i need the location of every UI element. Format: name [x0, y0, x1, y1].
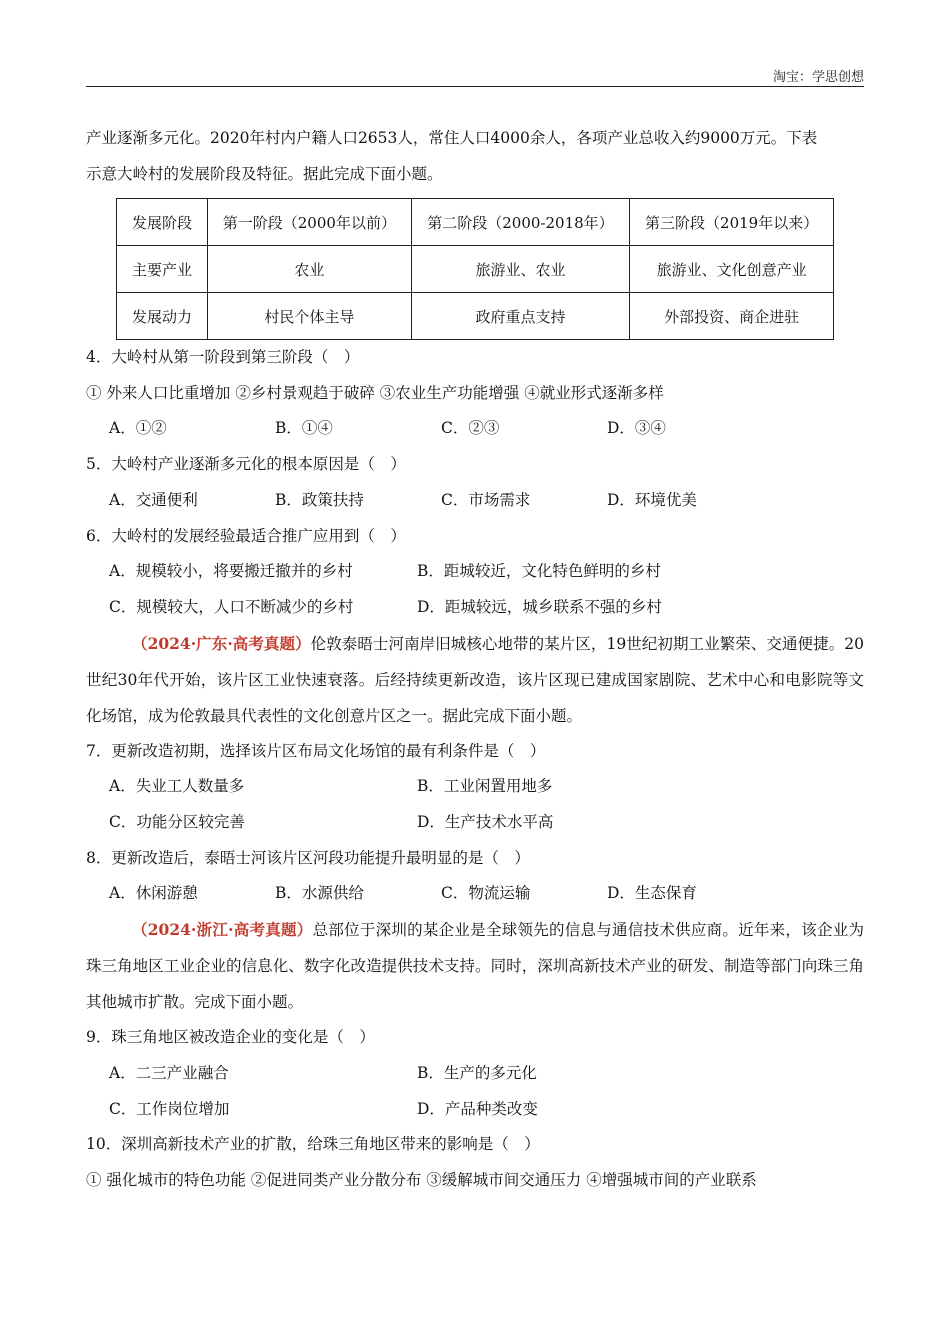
option-c[interactable]: C．工作岗位增加 — [109, 1099, 230, 1118]
question-8-stem: 8．更新改造后，泰晤士河该片区河段功能提升最明显的是（ ） — [86, 848, 530, 867]
passage-shenzhen — [86, 912, 864, 1020]
option-a[interactable]: A．二三产业融合 — [109, 1063, 229, 1082]
option-a[interactable]: A．失业工人数量多 — [109, 777, 245, 796]
option-a[interactable]: A．交通便利 — [109, 490, 198, 509]
question-7-stem: 7．更新改造初期，选择该片区布局文化场馆的最有利条件是（ ） — [86, 741, 546, 760]
question-10-statements: ① 强化城市的特色功能 ②促进同类产业分散分布 ③缓解城市间交通压力 ④增强城市间的产业联系 — [86, 1170, 757, 1189]
question-6-options-row-1 — [86, 554, 864, 590]
option-c[interactable]: C．物流运输 — [441, 884, 531, 903]
question-8-options — [86, 876, 864, 912]
passage-text: 总部位于深圳的某企业是全球领先的信息与通信技术供应商。近年来，该企业为珠三角地区工业企业的信息化、数字化改造提供技术支持。同时，深圳高新技术产业的研发、制造等部门向珠三角其他城市扩散。完成下面小题。 — [86, 921, 864, 1012]
option-c[interactable]: C．功能分区较完善 — [109, 813, 245, 832]
question-6-options-row-2 — [86, 590, 864, 626]
option-b[interactable]: B．生产的多元化 — [417, 1063, 537, 1082]
option-d[interactable]: D．③④ — [607, 419, 666, 438]
document-body — [86, 120, 864, 1199]
option-d[interactable]: D．产品种类改变 — [417, 1099, 538, 1118]
option-a[interactable]: A．规模较小，将要搬迁撤并的乡村 — [109, 562, 353, 581]
development-stage-table — [116, 198, 834, 340]
option-d[interactable]: D．环境优美 — [607, 490, 697, 509]
option-a[interactable]: A．①② — [109, 419, 167, 438]
table-cell: 第三阶段（2019年以来） — [630, 199, 834, 246]
option-b[interactable]: B．距城较近，文化特色鲜明的乡村 — [417, 562, 661, 581]
question-7-options-row-2 — [86, 805, 864, 841]
intro-line-2: 示意大岭村的发展阶段及特征。据此完成下面小题。 — [86, 165, 443, 183]
option-c[interactable]: C．市场需求 — [441, 490, 531, 509]
option-d[interactable]: D．距城较远，城乡联系不强的乡村 — [417, 597, 662, 616]
question-6-stem: 6．大岭村的发展经验最适合推广应用到（ ） — [86, 526, 406, 545]
table-cell: 政府重点支持 — [411, 293, 630, 340]
option-a[interactable]: A．休闲游憩 — [109, 884, 198, 903]
table-cell: 发展动力 — [117, 293, 208, 340]
question-5-options — [86, 483, 864, 519]
table-cell: 主要产业 — [117, 246, 208, 293]
option-b[interactable]: B．①④ — [275, 419, 333, 438]
option-b[interactable]: B．水源供给 — [275, 884, 364, 903]
passage-source: （2024·广东·高考真题） — [132, 633, 311, 653]
table-cell: 农业 — [208, 246, 412, 293]
passage-london — [86, 626, 864, 734]
option-c[interactable]: C．规模较大，人口不断减少的乡村 — [109, 597, 354, 616]
table-cell: 旅游业、农业 — [411, 246, 630, 293]
header-text: 淘宝：学思创想 — [772, 70, 864, 85]
table-cell: 旅游业、文化创意产业 — [630, 246, 834, 293]
table-cell: 第一阶段（2000年以前） — [208, 199, 412, 246]
option-d[interactable]: D．生产技术水平高 — [417, 813, 554, 832]
table-cell: 村民个体主导 — [208, 293, 412, 340]
table-cell: 第二阶段（2000-2018年） — [411, 199, 630, 246]
option-d[interactable]: D．生态保育 — [607, 884, 697, 903]
table-header-row — [117, 199, 834, 246]
page-header — [86, 66, 864, 87]
table-cell: 外部投资、商企进驻 — [630, 293, 834, 340]
passage-source: （2024·浙江·高考真题） — [132, 920, 313, 940]
question-9-options-row-2 — [86, 1092, 864, 1128]
option-b[interactable]: B．政策扶持 — [275, 490, 364, 509]
passage-text: 伦敦泰晤士河南岸旧城核心地带的某片区，19世纪初期工业繁荣、交通便捷。20世纪30年代开始，该片区工业快速衰落。后经持续更新改造，该片区现已建成国家剧院、艺术中心和电影院等文化场馆，成为伦敦最具代表性的文化创意片区之一。据此完成下面小题。 — [86, 634, 864, 725]
question-4-statements: ① 外来人口比重增加 ②乡村景观趋于破碎 ③农业生产功能增强 ④就业形式逐渐多样 — [86, 383, 664, 402]
intro-line-1: 产业逐渐多元化。2020年村内户籍人口2653人，常住人口4000余人，各项产业总收入约9000万元。下表 — [86, 129, 818, 147]
table-row — [117, 293, 834, 340]
question-9-options-row-1 — [86, 1056, 864, 1092]
option-b[interactable]: B．工业闲置用地多 — [417, 777, 553, 796]
question-7-options-row-1 — [86, 769, 864, 805]
question-5-stem: 5．大岭村产业逐渐多元化的根本原因是（ ） — [86, 455, 406, 474]
question-4-stem: 4．大岭村从第一阶段到第三阶段（ ） — [86, 348, 360, 366]
option-c[interactable]: C．②③ — [441, 419, 500, 438]
question-9-stem: 9．珠三角地区被改造企业的变化是（ ） — [86, 1028, 375, 1047]
table-row — [117, 246, 834, 293]
table-cell: 发展阶段 — [117, 199, 208, 246]
question-10-stem: 10．深圳高新技术产业的扩散，给珠三角地区带来的影响是（ ） — [86, 1135, 540, 1154]
question-4-options — [86, 411, 864, 447]
